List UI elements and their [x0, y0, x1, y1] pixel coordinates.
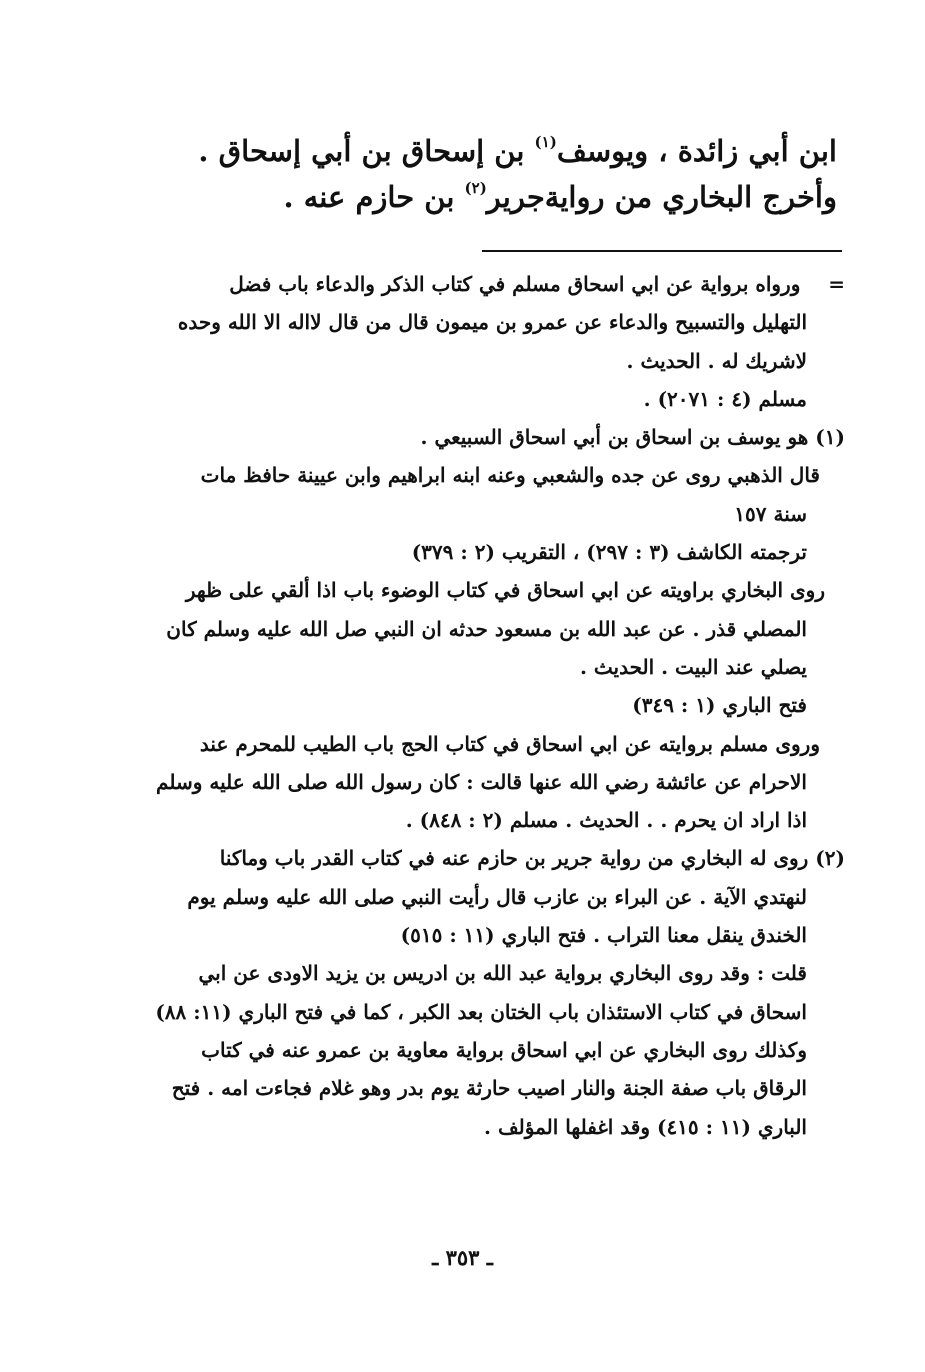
footnote-line: الرقاق باب صفة الجنة والنار اصيب حارثة يوم بدر وهو غلام فجاءت امه . فتح [171, 1076, 807, 1101]
footnote-line [0, 265, 925, 303]
footnote-line: وكذلك روى البخاري عن ابي اسحاق برواية معاوية بن عمرو عنه في كتاب [201, 1037, 807, 1062]
footnote-marker: (١) [534, 133, 557, 151]
main-text-line [157, 174, 837, 220]
footnote-line: اذا اراد ان يحرم . . الحديث . مسلم (٢ : ٨٤٨) . [405, 808, 807, 833]
footnote-line: الخندق ينقل معنا التراب . فتح الباري (١١ : ٥١٥) [400, 923, 807, 948]
footnote-line: لنهتدي الآية . عن البراء بن عازب قال رأيت النبي صلى الله عليه وسلم يوم [187, 884, 807, 909]
footnote-line: سنة ١٥٧ [734, 501, 807, 526]
main-text-line [157, 128, 837, 174]
footnote-text: ورواه برواية عن ابي اسحاق مسلم في كتاب الذكر والدعاء باب فضل [229, 272, 801, 296]
main-text-segment: بن حازم عنه . [283, 180, 455, 214]
main-text-segment: ابن أبي زائدة ، ويوسف [556, 134, 837, 168]
main-text-segment: وأخرج البخاري من روايةجرير [486, 180, 837, 214]
footnote-line: الاحرام عن عائشة رضي الله عنها قالت : كان رسول الله صلى الله عليه وسلم [156, 769, 807, 794]
footnote-line: اسحاق في كتاب الاستئذان باب الختان بعد الكبر ، كما في فتح الباري (١١: ٨٨) [155, 999, 807, 1024]
footnote-line: فتح الباري (١ : ٣٤٩) [632, 693, 807, 718]
footnote-line: (٢) روى له البخاري من رواية جرير بن حازم عنه في كتاب القدر باب وماكنا [219, 846, 845, 871]
footnote-divider [482, 250, 842, 252]
footnote-line: التهليل والتسبيح والدعاء عن عمرو بن ميمون قال من قال لااله الا الله وحده [177, 310, 807, 335]
page-number: ـ ٣٥٣ ـ [432, 1245, 493, 1270]
footnote-line: يصلي عند البيت . الحديث . [579, 654, 807, 679]
footnote-line: روى البخاري براويته عن ابي اسحاق في كتاب الوضوء باب اذا ألقي على ظهر [185, 578, 825, 603]
footnote-line: قلت : وقد روى البخاري برواية عبد الله بن ادريس بن يزيد الاودى عن ابي [198, 961, 807, 986]
main-text [157, 128, 837, 220]
footnote-marker: (٢) [464, 179, 487, 197]
footnote-line: (١) هو يوسف بن اسحاق بن أبي اسحاق السبيعي . [420, 425, 845, 450]
footnote-line: الباري (١١ : ٤١٥) وقد اغفلها المؤلف . [484, 1114, 807, 1139]
main-text-segment: بن إسحاق بن أبي إسحاق . [198, 134, 525, 168]
footnote-line: المصلي قذر . عن عبد الله بن مسعود حدثه ان النبي صل الله عليه وسلم كان [166, 616, 807, 641]
continuation-mark: = [828, 272, 845, 296]
footnote-line: مسلم (٤ : ٢٠٧١) . [643, 386, 807, 411]
footnote-line: ترجمته الكاشف (٣ : ٢٩٧) ، التقريب (٢ : ٣٧٩) [411, 540, 807, 565]
footnote-line: لاشريك له . الحديث . [626, 348, 807, 373]
footnote-line: وروى مسلم بروايته عن ابي اسحاق في كتاب الحج باب الطيب للمحرم عند [199, 731, 820, 756]
footnotes [0, 265, 925, 1146]
footnote-line: قال الذهبي روى عن جده والشعبي وعنه ابنه ابراهيم وابن عيينة حافظ مات [200, 463, 820, 488]
